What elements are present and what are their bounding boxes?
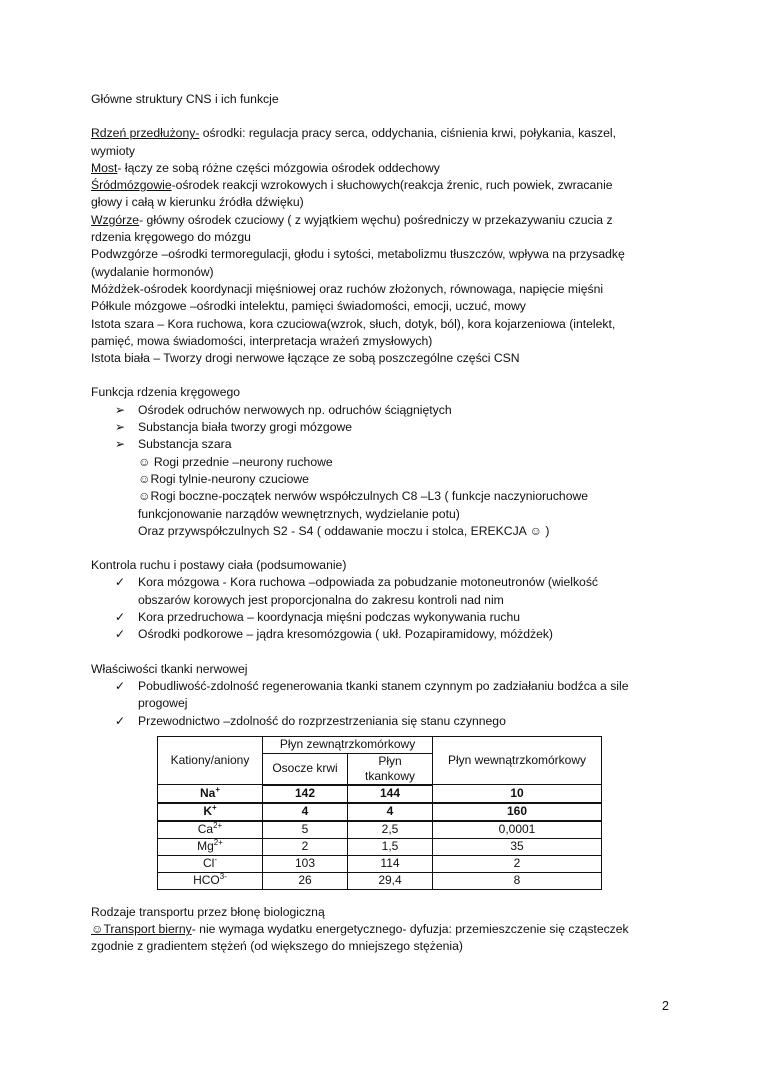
term-pons: Most: [91, 160, 118, 175]
section-heading: Rodzaje transportu przez błonę biologiczną: [91, 904, 325, 919]
list-item: ✓ Ośrodki podkorowe – jądra kresomózgowia ( ukł. Pozapiramidowy, móżdżek): [91, 626, 671, 643]
list-item: ➢ Substancja szara: [91, 436, 671, 453]
section-heading: Kontrola ruchu i postawy ciała (podsumowanie): [91, 558, 347, 573]
check-icon: ✓: [114, 713, 126, 728]
list-item: ➢ Ośrodek odruchów nerwowych np. odruchów ściągniętych: [91, 402, 671, 419]
header-extracellular: Płyn zewnątrzkomórkowy: [263, 736, 433, 753]
header-serum: Osocze krwi: [263, 753, 348, 785]
term-passive-transport: ☺Transport bierny: [91, 922, 192, 937]
arrow-bullet-icon: ➢: [114, 420, 126, 435]
list-item: ✓ Przewodnictwo –zdolność do rozprzestrzeniania się stanu czynnego: [91, 713, 671, 730]
list-item: ✓ Kora przedruchowa – koordynacja mięśni podczas wykonywania ruchu: [91, 609, 671, 626]
page-number: 2: [662, 999, 669, 1013]
transport-section: Rodzaje transportu przez błonę biologiczną ☺Transport bierny- nie wymaga wydatku energetycznego- dyfuzja: przemieszczenie się cząsteczek zgodnie z gradientem stężeń (od większego do mniejszego stężenia): [91, 904, 671, 956]
table-row: Cl- 103 114 2: [158, 855, 602, 872]
list-item: ➢ Substancja biała tworzy grogi mózgowe: [91, 419, 671, 436]
table-row: $HCO^{3-}$ 26 29,4 8: [158, 872, 602, 889]
term-midbrain: Śródmózgowie: [91, 178, 172, 193]
spinal-cord-section: Funkcja rdzenia kręgowego ➢ Ośrodek odruchów nerwowych np. odruchów ściągniętych ➢ Substancja biała tworzy grogi mózgowe ➢ Substancja szara ☺ Rogi przednie –neurony ruchowe ☺Rogi tylnie-neurony czuciowe ☺Rogi boczne-początek nerwów współczulnych C8 –L3 ( funkcje naczynioruchowe funkcjonowanie narządów wewnętrznych, wydzielanie potu) Oraz przywspółczulnych S2 - S4 ( oddawanie moczu i stolca, EREKCJA ☺ ): [91, 384, 671, 540]
document-title: Główne struktury CNS i ich funkcje: [91, 92, 279, 106]
list-item: ✓ Pobudliwość-zdolność regenerowania tkanki stanem czynnym po zadziałaniu bodźca a sile: [91, 678, 671, 695]
ion-concentration-table: [157, 736, 602, 890]
document-page: [91, 91, 671, 956]
table-row: K+ 4 4 160: [158, 803, 602, 821]
table-row: $Ca^{2+}$ 5 2,5 0,0001: [158, 821, 602, 839]
section-heading: Funkcja rdzenia kręgowego: [91, 385, 241, 400]
header-intracellular: Płyn wewnątrzkomórkowy: [433, 736, 602, 785]
check-icon: ✓: [114, 575, 126, 590]
check-icon: ✓: [114, 627, 126, 642]
check-icon: ✓: [114, 678, 126, 693]
term-medulla: Rdzeń przedłużony-: [91, 126, 200, 141]
table-row: Na+ 142 144 10: [158, 785, 602, 803]
movement-control-section: Kontrola ruchu i postawy ciała (podsumowanie) ✓ Kora mózgowa - Kora ruchowa –odpowiada za pobudzanie motoneutronów (wielkość obszarów korowych jest proporcjonalna do zakresu kontroli nad nim ✓ Kora przedruchowa – koordynacja mięśni podczas wykonywania ruchu ✓ Ośrodki podkorowe – jądra kresomózgowia ( ukł. Pozapiramidowy, móżdżek): [91, 557, 671, 643]
section-heading: Właściwości tkanki nerwowej: [91, 661, 248, 676]
table-row: $Mg^{2+}$ 2 1,5 35: [158, 838, 602, 855]
arrow-bullet-icon: ➢: [114, 437, 126, 452]
cns-structures-section: Rdzeń przedłużony- ośrodki: regulacja pracy serca, oddychania, ciśnienia krwi, połykania, kaszel, wymioty Most- łączy ze sobą różne części mózgowia ośrodek oddechowy Śródmózgowie-ośrodek reakcji wzrokowych i słuchowych(reakcja źrenic, ruch powiek, zwracanie głowy i całą w kierunku źródła dźwięku) Wzgórze- główny ośrodek czuciowy ( z wyjątkiem węchu) pośredniczy w przekazywaniu czucia z rdzenia kręgowego do mózgu Podwzgórze –ośrodki termoregulacji, głodu i sytości, metabolizmu tłuszczów, wpływa na przysadkę (wydalanie hormonów) Móżdżek-ośrodek koordynacji mięśniowej oraz ruchów złożonych, równowaga, napięcie mięśni Półkule mózgowe –ośrodki intelektu, pamięci świadomości, emocji, uczuć, mowy Istota szara – Kora ruchowa, kora czuciowa(wzrok, słuch, dotyk, ból), kora kojarzeniowa (intelekt, pamięć, mowa świadomości, interpretacja wrażeń zmysłowych) Istota biała – Tworzy drogi nerwowe łączące ze sobą poszczególne części CSN: [91, 126, 625, 366]
term-thalamus: Wzgórze: [91, 212, 140, 227]
check-icon: ✓: [114, 610, 126, 625]
arrow-bullet-icon: ➢: [114, 402, 126, 417]
nervous-tissue-section: Właściwości tkanki nerwowej ✓ Pobudliwość-zdolność regenerowania tkanki stanem czynnym po zadziałaniu bodźca a sile progowej ✓ Przewodnictwo –zdolność do rozprzestrzeniania się stanu czynnego: [91, 661, 671, 730]
list-item: ✓ Kora mózgowa - Kora ruchowa –odpowiada za pobudzanie motoneutronów (wielkość: [91, 574, 671, 591]
header-ions: Kationy/aniony: [158, 736, 263, 785]
header-tissue-fluid: Płyn tkankowy: [348, 753, 433, 785]
